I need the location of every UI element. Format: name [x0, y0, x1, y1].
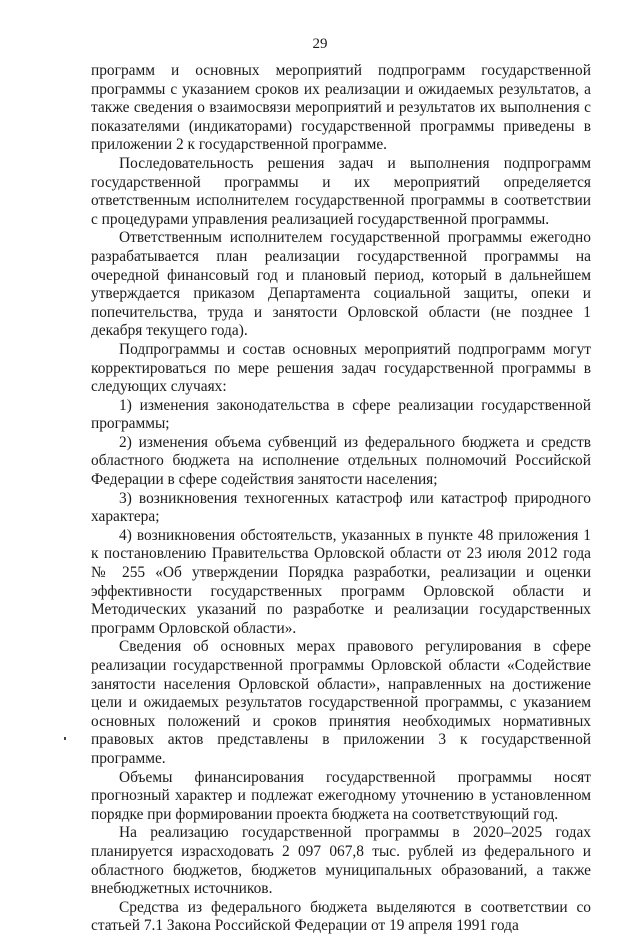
- paragraph-legal-regulation: Сведения об основных мерах правового регулирования в сфере реализации государственной программы Орловской области «Содействие занятости населения Орловской области», направленных на достижение цели и ожидаемых результатов государственной программы, с указанием основных положений и сроков принятия необходимых нормативных правовых актов представлены в приложении 3 к государственной программе.: [91, 638, 591, 767]
- list-item-4: 4) возникновения обстоятельств, указанных в пункте 48 приложения 1 к постановлению Правительства Орловской области от 23 июля 2012 года № 255 «Об утверждении Порядка разработки, реализации и оценки эффективности государственных программ Орловской области и Методических указаний по разработке и реализации государственных программ Орловской области».: [91, 526, 591, 637]
- paragraph-planned-spending: На реализацию государственной программы в 2020–2025 годах планируется израсходовать 2 097 067,8 тыс. рублей из федерального и областного бюджетов, бюджетов муниципальных образований, а также внебюджетных источников.: [91, 824, 591, 898]
- paragraph-continuation: программ и основных мероприятий подпрограмм государственной программы с указанием сроков их реализации и ожидаемых результатов, а также сведения о взаимосвязи мероприятий и результатов их выполнения с показателями (индикаторами) государственной программы приведены в приложении 2 к государственной программе.: [91, 62, 591, 154]
- paragraph-federal-funds: Средства из федерального бюджета выделяются в соответствии со статьей 7.1 Закона Российской Федерации от 19 апреля 1991 года: [91, 898, 591, 935]
- paragraph-sequence: Последовательность решения задач и выполнения подпрограмм государственной программы и их мероприятий определяется ответственным исполнителем государственной программы в соответствии с процедурами управления реализацией государственной программы.: [91, 154, 591, 228]
- scan-artifact-mark: [64, 737, 66, 740]
- page-number: 29: [312, 36, 328, 52]
- list-item-2: 2) изменения объема субвенций из федерального бюджета и средств областного бюджета на исполнение отдельных полномочий Российской Федерации в сфере содействия занятости населения;: [91, 433, 591, 489]
- list-item-1: 1) изменения законодательства в сфере реализации государственной программы;: [91, 396, 591, 433]
- body-text: [91, 62, 591, 936]
- paragraph-annual-plan: Ответственным исполнителем государственной программы ежегодно разрабатывается план реализации государственной программы на очередной финансовый год и плановый период, который в дальнейшем утверждается приказом Департамента социальной защиты, опеки и попечительства, труда и занятости Орловской области (не позднее 1 декабря текущего года).: [91, 229, 591, 340]
- list-item-3: 3) возникновения техногенных катастроф или катастроф природного характера;: [91, 489, 591, 526]
- paragraph-adjustment-cases: Подпрограммы и состав основных мероприятий подпрограмм могут корректироваться по мере решения задач государственной программы в следующих случаях:: [91, 340, 591, 396]
- paragraph-financing-volumes: Объемы финансирования государственной программы носят прогнозный характер и подлежат ежегодному уточнению в установленном порядке при формировании проекта бюджета на соответствующий год.: [91, 768, 591, 823]
